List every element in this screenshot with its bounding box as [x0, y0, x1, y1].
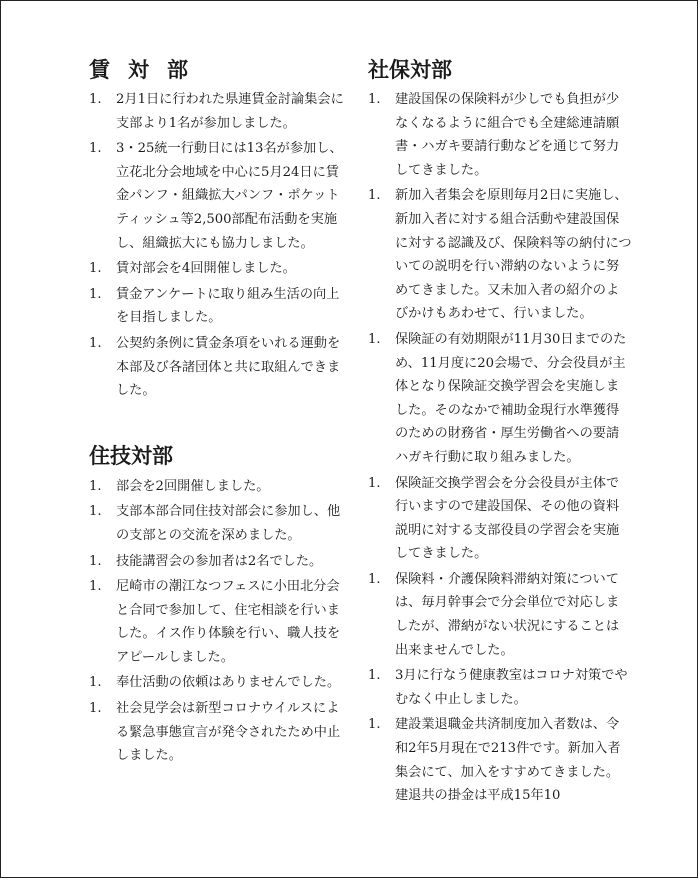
item-number: 1. [89, 92, 102, 107]
list-item [89, 332, 351, 403]
item-number: 1. [89, 286, 102, 302]
item-text: 尼崎市の潮江なつフェスに小田北分会と合同で参加して、住宅相談を行いました。イス作り体験を行い、職人技をアピールしました。 [116, 579, 341, 665]
item-number: 1. [89, 261, 102, 277]
item-text: 社会見学会は新型コロナウイルスによる緊急事態宣言が発令されたため中止しました。 [116, 701, 341, 764]
item-text: 保険証の有効期限が11月30日までのため、11月度に20会場で、分会役員が主体となり保険証交換学習会を実施しました。そのなかで補助金現行水準獲得のための財務省・厚生労働省への要請ハガキ行動に取り組みました。 [395, 331, 627, 465]
item-number: 1. [368, 92, 381, 107]
list-item [89, 671, 351, 695]
item-number: 1. [89, 478, 102, 494]
section-heading-wage: 賃対部 [89, 58, 206, 82]
list-item [89, 283, 351, 330]
item-text: 3・25統一行動日には13名が参加し、立花北分会地域を中心に5月24日に賃金パンフ・組織拡大パンフ・ポケットティッシュ等2,500部配布活動を実施し、組織拡大にも協力しました。 [116, 141, 343, 251]
item-text: 保険料・介護保険料滞納対策については、毎月幹事会で分会単位で対応しましたが、滞納がない状況にすることは出来ませんでした。 [395, 571, 620, 658]
item-text: 2月1日に行われた県連賃金討論集会に支部より1名が参加しました。 [116, 92, 344, 131]
item-text: 賃対部会を4回開催しました。 [116, 261, 296, 277]
list-item [368, 713, 632, 807]
list-item [89, 257, 351, 281]
section-heading-housing: 住技対部 [89, 443, 173, 468]
item-text: 建設業退職金共済制度加入者数は、令和2年5月現在で213件です。新加入者集会にて、加入をすすめてきました。建退共の掛金は平成15年10 [395, 717, 621, 804]
item-number: 1. [368, 717, 381, 733]
item-number: 1. [89, 335, 102, 351]
item-number: 1. [89, 504, 102, 520]
list-item [368, 472, 632, 566]
item-text: 建設国保の保険料が少しでも負担が少なくなるように組合でも全建総連請願書・ハガキ要請行動などを通じて努力してきました。 [395, 92, 620, 178]
item-number: 1. [368, 188, 381, 204]
item-text: 部会を2回開催しました。 [116, 478, 270, 494]
list-item [89, 475, 351, 499]
item-number: 1. [89, 701, 102, 717]
right-column [368, 1, 632, 810]
list-item [89, 575, 351, 669]
list-item [89, 137, 351, 255]
item-number: 1. [368, 571, 381, 587]
social-insurance-section-list [368, 88, 632, 808]
item-text: 3月に行なう健康教室はコロナ対策でやむなく中止しました。 [395, 668, 628, 707]
list-item [368, 88, 632, 182]
item-number: 1. [89, 675, 102, 691]
item-text: 保険証交換学習会を分会役員が主体で行いますので建設国保、その他の資料説明に対する支部役員の学習会を実施してきました。 [395, 475, 620, 562]
section-heading-social-insurance: 社保対部 [368, 58, 452, 82]
housing-section-list [89, 475, 351, 768]
item-text: 技能講習会の参加者は2名でした。 [116, 553, 323, 569]
list-item [368, 664, 632, 711]
item-text: 公契約条例に賃金条項をいれる運動を本部及び各諸団体と共に取組んできました。 [116, 335, 341, 399]
list-item [368, 568, 632, 662]
list-item [368, 184, 632, 326]
item-text: 新加入者集会を原則毎月2日に実施し、新加入者に対する組合活動や建設国保に対する認識及び、保険料等の納付についての説明を行い滞納のないように努めてきました。又未加入者の紹介のよびかけもあわせて、行いました。 [395, 188, 632, 322]
wage-section-list [89, 88, 351, 403]
item-text: 賃金アンケートに取り組み生活の向上を目指しました。 [116, 286, 340, 326]
item-number: 1. [89, 141, 102, 157]
list-item [89, 88, 351, 135]
list-item [89, 550, 351, 574]
item-number: 1. [368, 668, 381, 684]
item-text: 支部本部合同住技対部会に参加し、他の支部との交流を深めました。 [116, 504, 341, 543]
left-column [89, 1, 351, 770]
item-number: 1. [368, 475, 381, 491]
list-item [89, 500, 351, 547]
item-number: 1. [89, 553, 102, 569]
item-number: 1. [89, 579, 102, 595]
list-item [89, 697, 351, 768]
item-number: 1. [368, 331, 381, 347]
item-text: 奉仕活動の依頼はありませんでした。 [116, 675, 341, 691]
list-item [368, 328, 632, 470]
